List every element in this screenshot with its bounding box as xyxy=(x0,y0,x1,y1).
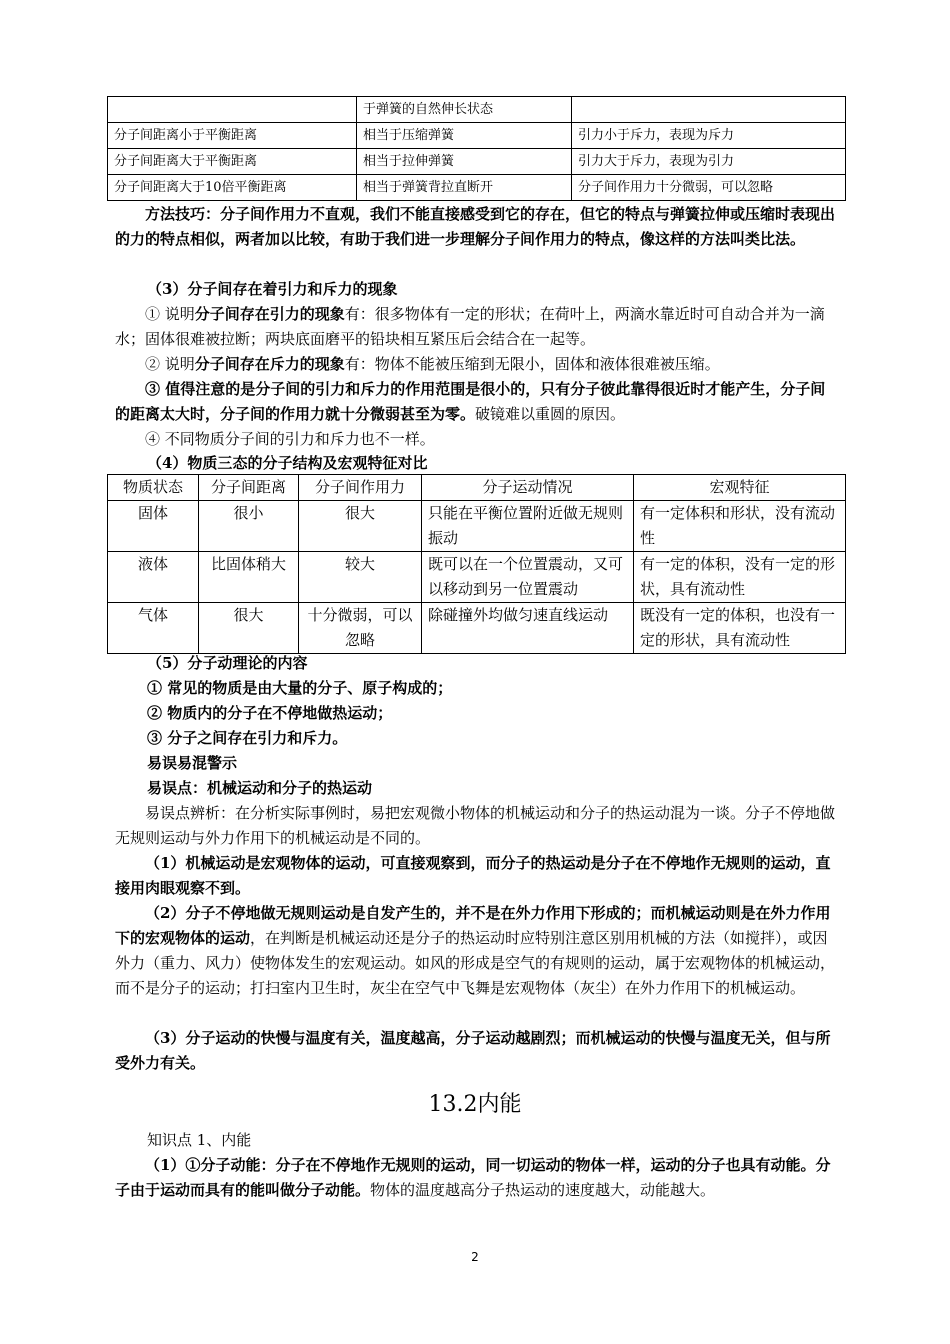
table-row xyxy=(108,97,846,123)
table-cell: 既没有一定的体积，也没有一定的形状，具有流动性 xyxy=(634,603,846,654)
header-cell: 分子运动情况 xyxy=(422,475,634,501)
table-row xyxy=(108,175,846,201)
section5-title: （5）分子动理论的内容 xyxy=(147,654,308,672)
table-cell xyxy=(572,97,846,123)
table-cell: 引力小于斥力，表现为斥力 xyxy=(572,123,846,149)
mistake-analysis: 易误点辨析：在分析实际事例时，易把宏观微小物体的机械运动和分子的热运动混为一谈。分子不停地做无规则运动与外力作用下的机械运动是不同的。 xyxy=(115,804,836,847)
text-run-bold: （2）分子不停地做无规则运动是自发产生的，并不是在外力作用下形成的；而机械运动则是在外力作用下的宏观物体的运动 xyxy=(115,904,831,947)
difference-paragraph: ④ 不同物质分子间的引力和斥力也不一样。 xyxy=(145,430,435,448)
text-run: ，在判断是机械运动还是分子的热运动时应特别注意区别用机械的方法（如搅拌），或因外力（重力、风力）使物体发生的宏观运动。如风的形成是空气的有规则的运动，属于宏观物体的机械运动，而不是分子的运动；打扫室内卫生时，灰尘在空气中飞舞是宏观物体（灰尘）在外力作用下的机械运动。 xyxy=(115,929,836,997)
knowledge-point: 知识点 1、内能 xyxy=(147,1131,252,1149)
table-cell: 分子间距离大于10倍平衡距离 xyxy=(108,175,357,201)
table-cell: 有一定体积和形状，没有流动性 xyxy=(634,501,846,552)
table-cell: 引力大于斥力，表现为引力 xyxy=(572,149,846,175)
mistake-paragraph-1: （1）机械运动是宏观物体的运动，可直接观察到，而分子的热运动是分子在不停地作无规则的运动，直接用肉眼观察不到。 xyxy=(115,854,831,897)
table-row xyxy=(108,501,846,552)
header-cell: 分子间作用力 xyxy=(299,475,422,501)
table-row xyxy=(108,552,846,603)
header-cell: 宏观特征 xyxy=(634,475,846,501)
repulsion-paragraph xyxy=(115,352,839,377)
table-cell: 相当于拉伸弹簧 xyxy=(357,149,572,175)
text-run: ① 说明 xyxy=(145,305,195,323)
table-cell: 十分微弱，可以忽略 xyxy=(299,603,422,654)
table-cell xyxy=(108,97,357,123)
spring-analogy-table xyxy=(107,96,846,201)
mistake-paragraph-3: （3）分子运动的快慢与温度有关，温度越高，分子运动越剧烈；而机械运动的快慢与温度无关，但与所受外力有关。 xyxy=(115,1029,831,1072)
section3-title: （3）分子间存在着引力和斥力的现象 xyxy=(147,280,398,298)
table-cell: 固体 xyxy=(108,501,199,552)
section4-title: （4）物质三态的分子结构及宏观特征对比 xyxy=(147,454,428,472)
table-cell: 气体 xyxy=(108,603,199,654)
method-paragraph: 方法技巧：分子间作用力不直观，我们不能直接感受到它的存在，但它的特点与弹簧拉伸或压缩时表现出的力的特点相似，两者加以比较，有助于我们进一步理解分子间作用力的特点，像这样的方法叫类比法。 xyxy=(115,205,836,248)
table-cell: 相当于压缩弹簧 xyxy=(357,123,572,149)
table-row xyxy=(108,149,846,175)
table-cell: 很小 xyxy=(199,501,299,552)
text-run-bold: 分子间存在斥力的现象 xyxy=(194,355,345,373)
text-run: ② 说明 xyxy=(145,355,195,373)
states-of-matter-table xyxy=(107,474,846,654)
table-cell: 只能在平衡位置附近做无规则振动 xyxy=(422,501,634,552)
table-cell: 有一定的体积，没有一定的形状，具有流动性 xyxy=(634,552,846,603)
text-run: 物体的温度越高分子热运动的速度越大，动能越大。 xyxy=(370,1181,716,1199)
mistake-point: 易误点：机械运动和分子的热运动 xyxy=(147,779,373,797)
table-cell: 分子间距离大于平衡距离 xyxy=(108,149,357,175)
section-heading: 13.2内能 xyxy=(428,1092,522,1117)
attraction-paragraph xyxy=(115,302,839,352)
table-cell: 分子间作用力十分微弱，可以忽略 xyxy=(572,175,846,201)
page-number: 2 xyxy=(471,1250,479,1264)
mistake-paragraph-2 xyxy=(115,901,839,1001)
mistakes-title: 易误易混警示 xyxy=(147,754,238,772)
header-cell: 物质状态 xyxy=(108,475,199,501)
text-run-bold: 分子间存在引力的现象 xyxy=(194,305,345,323)
text-run-bold: （1）①分子动能：分子在不停地作无规则的运动，同一切运动的物体一样，运动的分子也具有动能。分子由于运动而具有的能叫做分子动能。 xyxy=(115,1156,831,1199)
table-cell: 液体 xyxy=(108,552,199,603)
table-cell: 很大 xyxy=(199,603,299,654)
list-item: ③ 分子之间存在引力和斥力。 xyxy=(147,729,348,747)
table-cell: 相当于弹簧背拉直断开 xyxy=(357,175,572,201)
table-cell: 比固体稍大 xyxy=(199,552,299,603)
list-item: ② 物质内的分子在不停地做热运动； xyxy=(147,704,393,722)
header-cell: 分子间距离 xyxy=(199,475,299,501)
text-run: 破镜难以重圆的原因。 xyxy=(475,405,626,423)
table-row xyxy=(108,123,846,149)
text-run-bold: ③ 值得注意的是分子间的引力和斥力的作用范围是很小的，只有分子彼此靠得很近时才能产生，分子间的距离太大时，分子间的作用力就十分微弱甚至为零。 xyxy=(115,380,826,423)
table-cell: 很大 xyxy=(299,501,422,552)
table-header-row xyxy=(108,475,846,501)
kinetic-energy-paragraph xyxy=(115,1153,839,1203)
table-row xyxy=(108,603,846,654)
text-run: 有：很多物体有一定的形状；在荷叶上，两滴水靠近时可自动合并为一滴水；固体很难被拉断；两块底面磨平的铅块相互紧压后会结合在一起等。 xyxy=(115,305,825,348)
table-cell: 既可以在一个位置震动，又可以移动到另一位置震动 xyxy=(422,552,634,603)
range-paragraph xyxy=(115,377,839,427)
list-item: ① 常见的物质是由大量的分子、原子构成的； xyxy=(147,679,453,697)
table-cell: 分子间距离小于平衡距离 xyxy=(108,123,357,149)
text-run: 有：物体不能被压缩到无限小，固体和液体很难被压缩。 xyxy=(344,355,720,373)
table-cell: 于弹簧的自然伸长状态 xyxy=(357,97,572,123)
table-cell: 除碰撞外均做匀速直线运动 xyxy=(422,603,634,654)
table-cell: 较大 xyxy=(299,552,422,603)
